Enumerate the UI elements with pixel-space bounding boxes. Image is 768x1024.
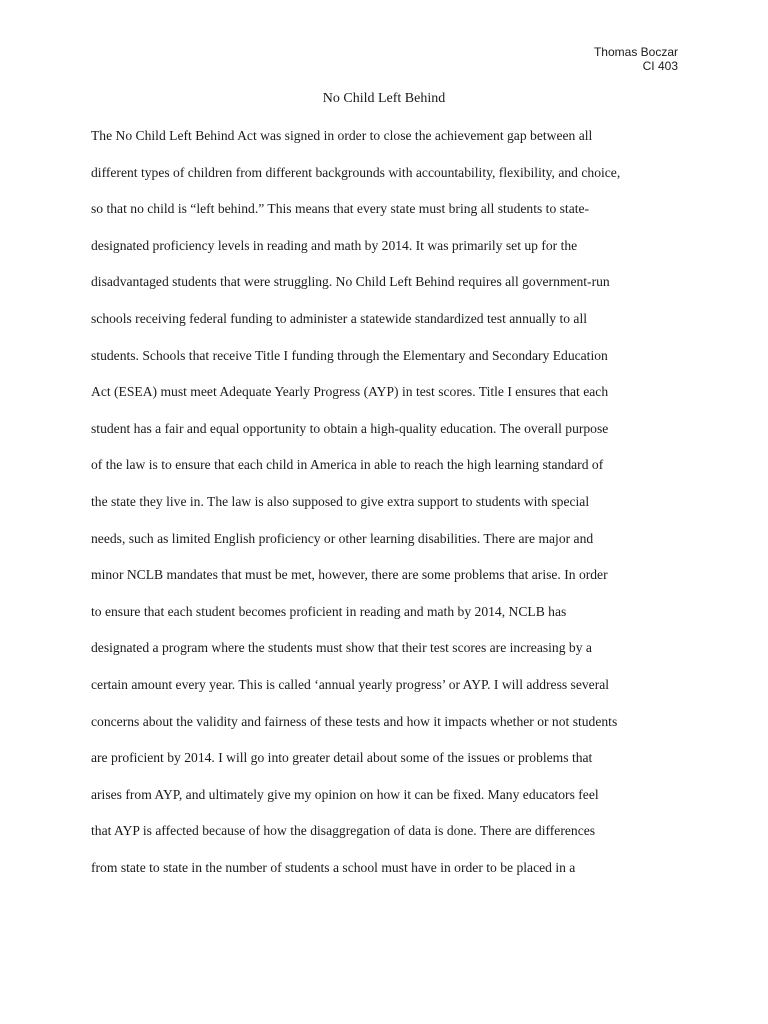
body-paragraph (91, 126, 691, 894)
text-line: different types of children from different backgrounds with accountability, flexibility, and choice, (91, 164, 621, 180)
text-line: disadvantaged students that were struggling. No Child Left Behind requires all government-run (91, 274, 610, 290)
text-line: Act (ESEA) must meet Adequate Yearly Progress (AYP) in test scores. Title I ensures that each (91, 384, 609, 400)
page-header (594, 45, 678, 73)
text-line: are proficient by 2014. I will go into greater detail about some of the issues or problems that (91, 750, 593, 766)
text-line: to ensure that each student becomes proficient in reading and math by 2014, NCLB has (91, 603, 567, 619)
text-line: that AYP is affected because of how the disaggregation of data is done. There are differences (91, 823, 596, 839)
text-line: the state they live in. The law is also supposed to give extra support to students with special (91, 493, 590, 509)
author-name: Thomas Boczar (593, 45, 678, 59)
text-line: designated proficiency levels in reading and math by 2014. It was primarily set up for the (91, 237, 578, 253)
text-line: student has a fair and equal opportunity to obtain a high-quality education. The overall purpose (91, 420, 609, 436)
text-line: students. Schools that receive Title I funding through the Elementary and Secondary Education (91, 347, 608, 363)
text-line: concerns about the validity and fairness of these tests and how it impacts whether or not students (91, 713, 618, 729)
text-line: of the law is to ensure that each child in America in able to reach the high learning standard of (91, 457, 604, 473)
text-line: arises from AYP, and ultimately give my opinion on how it can be fixed. Many educators feel (91, 786, 599, 802)
text-line: The No Child Left Behind Act was signed in order to close the achievement gap between all (91, 128, 593, 143)
text-line: needs, such as limited English proficiency or other learning disabilities. There are major and (91, 530, 594, 546)
document-title: No Child Left Behind (322, 91, 446, 106)
text-line: so that no child is “left behind.” This means that every state must bring all students to state- (91, 201, 590, 217)
course-code: CI 403 (642, 59, 678, 73)
text-line: schools receiving federal funding to administer a statewide standardized test annually to all (91, 310, 588, 326)
text-line: certain amount every year. This is called ‘annual yearly progress’ or AYP. I will address several (91, 676, 610, 692)
text-line: from state to state in the number of students a school must have in order to be placed in a (91, 859, 576, 875)
text-line: minor NCLB mandates that must be met, however, there are some problems that arise. In order (91, 567, 608, 583)
text-line: designated a program where the students must show that their test scores are increasing by a (91, 640, 592, 656)
